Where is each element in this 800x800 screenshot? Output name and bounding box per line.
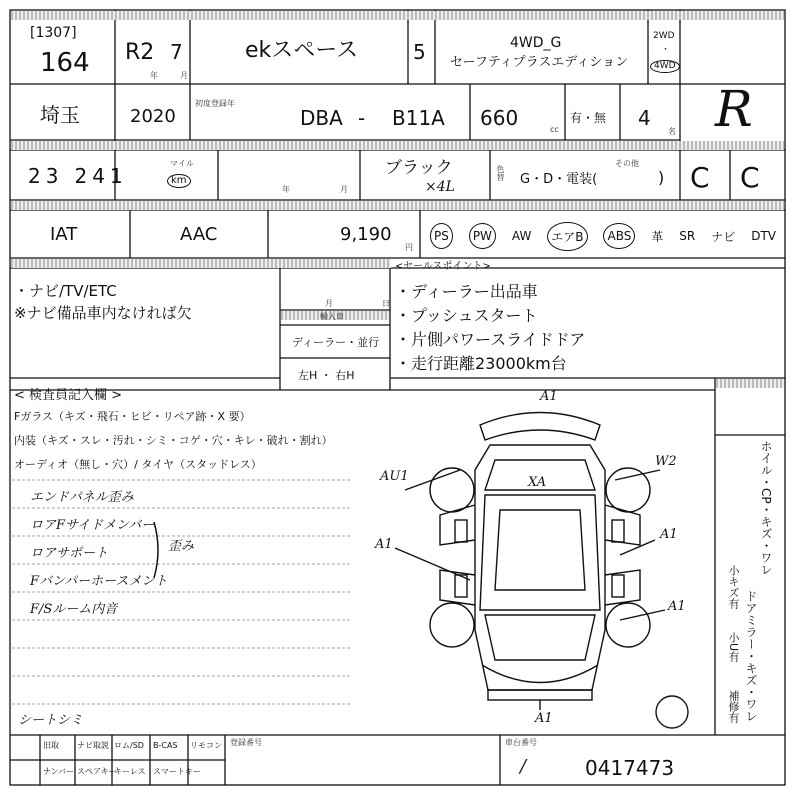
- equipment-item: 革: [651, 229, 664, 244]
- model-name: ekスペース: [245, 38, 359, 63]
- equipment-item: ABS: [603, 223, 635, 249]
- dealer-label: ディーラー・並行: [292, 336, 380, 349]
- warranty-day-label: 日: [382, 299, 390, 308]
- bracket-note: 歪み: [168, 539, 195, 554]
- legend-small-dent: 小U有: [727, 632, 740, 663]
- warranty-month-label: 月: [325, 299, 333, 308]
- handwritten-note: F/Sルーム内音: [30, 602, 118, 617]
- footer-cell: キーレス: [114, 767, 146, 776]
- mileage: [28, 164, 123, 188]
- note-item: ・ナビ/TV/ETC: [14, 282, 117, 300]
- footer-cell: ナンバー: [43, 767, 75, 776]
- interior-grade: C: [690, 161, 710, 194]
- sales-points: [395, 280, 585, 376]
- handwritten-notes: [30, 484, 167, 624]
- body-color: ブラック: [385, 158, 453, 178]
- mileage-digit: 4: [92, 164, 105, 188]
- drive-dot: ・: [661, 45, 671, 55]
- sales-point-item: ・走行距離23000km台: [395, 354, 567, 373]
- equipment-item: エアB: [547, 222, 587, 251]
- cc-unit: cc: [550, 125, 559, 134]
- footer-cell: ロム/SD: [114, 741, 144, 750]
- footer-cell: B-CAS: [153, 741, 178, 750]
- equipment-item: PW: [469, 223, 496, 249]
- recycle-fee: 9,190: [340, 224, 392, 245]
- chassis-prefix: /: [520, 756, 527, 777]
- footer-cell: 旧取: [43, 741, 59, 750]
- equipment-item: AW: [511, 229, 532, 243]
- header-strip: [11, 11, 784, 20]
- header-strip: [11, 201, 784, 210]
- damage-mark: A1: [375, 537, 393, 552]
- sales-point-item: ・片側パワースライドドア: [395, 330, 586, 349]
- grade-line-1: 4WD_G: [510, 35, 562, 51]
- equipment-item: SR: [679, 229, 696, 243]
- drive-4wd-circled: 4WD: [650, 60, 680, 73]
- damage-mark: XA: [528, 475, 547, 490]
- color-change-label: 色替: [496, 165, 505, 181]
- recycle-unit: 円: [405, 243, 413, 252]
- header-strip: [11, 141, 784, 150]
- legend-small-scratch: 小キズ有: [727, 565, 740, 609]
- damage-mark: A1: [535, 711, 553, 726]
- damage-mark: A1: [660, 527, 678, 542]
- header-strip: [11, 259, 391, 268]
- equipment-item: ナビ: [711, 229, 736, 244]
- notes-list: [14, 280, 192, 324]
- mileage-digit: 3: [45, 164, 59, 188]
- model-code-dash: -: [358, 106, 366, 130]
- handwritten-note: ロアサポート: [30, 546, 109, 561]
- sales-point-item: ・プッシュスタート: [395, 306, 538, 325]
- color-other-label: その他: [615, 159, 639, 168]
- bottom-note: シートシミ: [18, 713, 84, 728]
- overall-score: R: [715, 80, 753, 138]
- model-code-prefix: DBA: [300, 106, 343, 130]
- handwritten-note: エンドパネル歪み: [30, 490, 134, 505]
- model-code: B11A: [392, 106, 445, 130]
- sales-point-item: ・ディーラー出品車: [395, 282, 538, 301]
- steering-label: 左H ・ 右H: [298, 369, 355, 382]
- equipment-row: [422, 220, 784, 252]
- seat-count: 4: [638, 106, 651, 130]
- inspection-year-label: 年: [282, 185, 290, 194]
- handwritten-note: Fバンパーホースメント: [30, 574, 168, 589]
- chassis-label: 車台番号: [505, 738, 537, 747]
- color-note: ×4L: [425, 179, 455, 195]
- lot-code: [1307]: [30, 25, 77, 41]
- legend-wheel: ホイル・CP・キズ・ワレ: [759, 440, 773, 576]
- reg-no-label: 登録番号: [230, 738, 262, 747]
- legend-repaired: 補修有: [727, 690, 740, 723]
- legend-door-mirror: ドアミラー・キズ・ワレ: [744, 590, 758, 722]
- seats-unit: 名: [668, 127, 676, 136]
- damage-mark: A1: [540, 389, 558, 404]
- grade-line-2: セーフティプラスエディション: [450, 55, 629, 70]
- glass-line: Fガラス（キズ・飛石・ヒビ・リペア跡・X 要）: [14, 410, 251, 423]
- mileage-digit: 2: [28, 164, 41, 188]
- bracket-mark: [150, 520, 170, 580]
- year-era: R2: [125, 40, 155, 65]
- first-reg-caption: 初度登録年: [195, 99, 235, 108]
- reg-month: 7: [170, 40, 183, 64]
- damage-mark: A1: [668, 599, 686, 614]
- footer-cell: スマートキー: [153, 767, 201, 776]
- footer-cell: リモコン: [190, 741, 222, 750]
- equipment-item: DTV: [751, 229, 776, 243]
- mileage-digit: 2: [74, 164, 88, 188]
- interior-line: 内装（キズ・スレ・汚れ・シミ・コゲ・穴・キレ・破れ・割れ）: [14, 434, 333, 447]
- drive-2wd: 2WD: [653, 31, 675, 41]
- equipment-item: PS: [430, 223, 453, 249]
- import-label: 輸入車: [320, 312, 344, 321]
- handwritten-note: ロアFサイドメンバー: [30, 518, 155, 533]
- inspection-month-label: 月: [340, 185, 348, 194]
- first-reg-year: 2020: [130, 106, 176, 127]
- inspector-title: < 検査員記入欄 >: [14, 388, 123, 403]
- note-item: ※ナビ備品車内なければ欠: [14, 304, 192, 322]
- mileage-digit: 1: [109, 164, 123, 188]
- footer-cell: スペアキー: [77, 767, 117, 776]
- aircon: AAC: [180, 224, 218, 245]
- damage-mark: AU1: [380, 469, 409, 484]
- region: 埼玉: [40, 103, 80, 127]
- footer-cell: ナビ取説: [77, 741, 109, 750]
- year-label: 年: [150, 71, 158, 80]
- turbo-option: 有・無: [570, 111, 607, 125]
- color-options: G・D・電装(: [520, 172, 598, 187]
- audio-line: オーディオ（無し・穴）/ タイヤ（スタッドレス）: [14, 458, 262, 471]
- transmission: IAT: [50, 224, 78, 245]
- damage-mark: W2: [655, 454, 677, 469]
- lot-number: 164: [40, 48, 90, 78]
- color-close: ): [658, 168, 665, 187]
- mileage-unit-km: km: [167, 174, 191, 188]
- month-label: 月: [180, 71, 188, 80]
- door-count: 5: [413, 40, 426, 64]
- chassis-number: 0417473: [585, 756, 675, 780]
- sales-points-label: <セールスポイント>: [395, 261, 491, 272]
- displacement: 660: [480, 106, 519, 130]
- header-strip: [716, 379, 784, 388]
- mileage-unit-mile: マイル: [170, 159, 194, 168]
- exterior-grade: C: [740, 161, 760, 194]
